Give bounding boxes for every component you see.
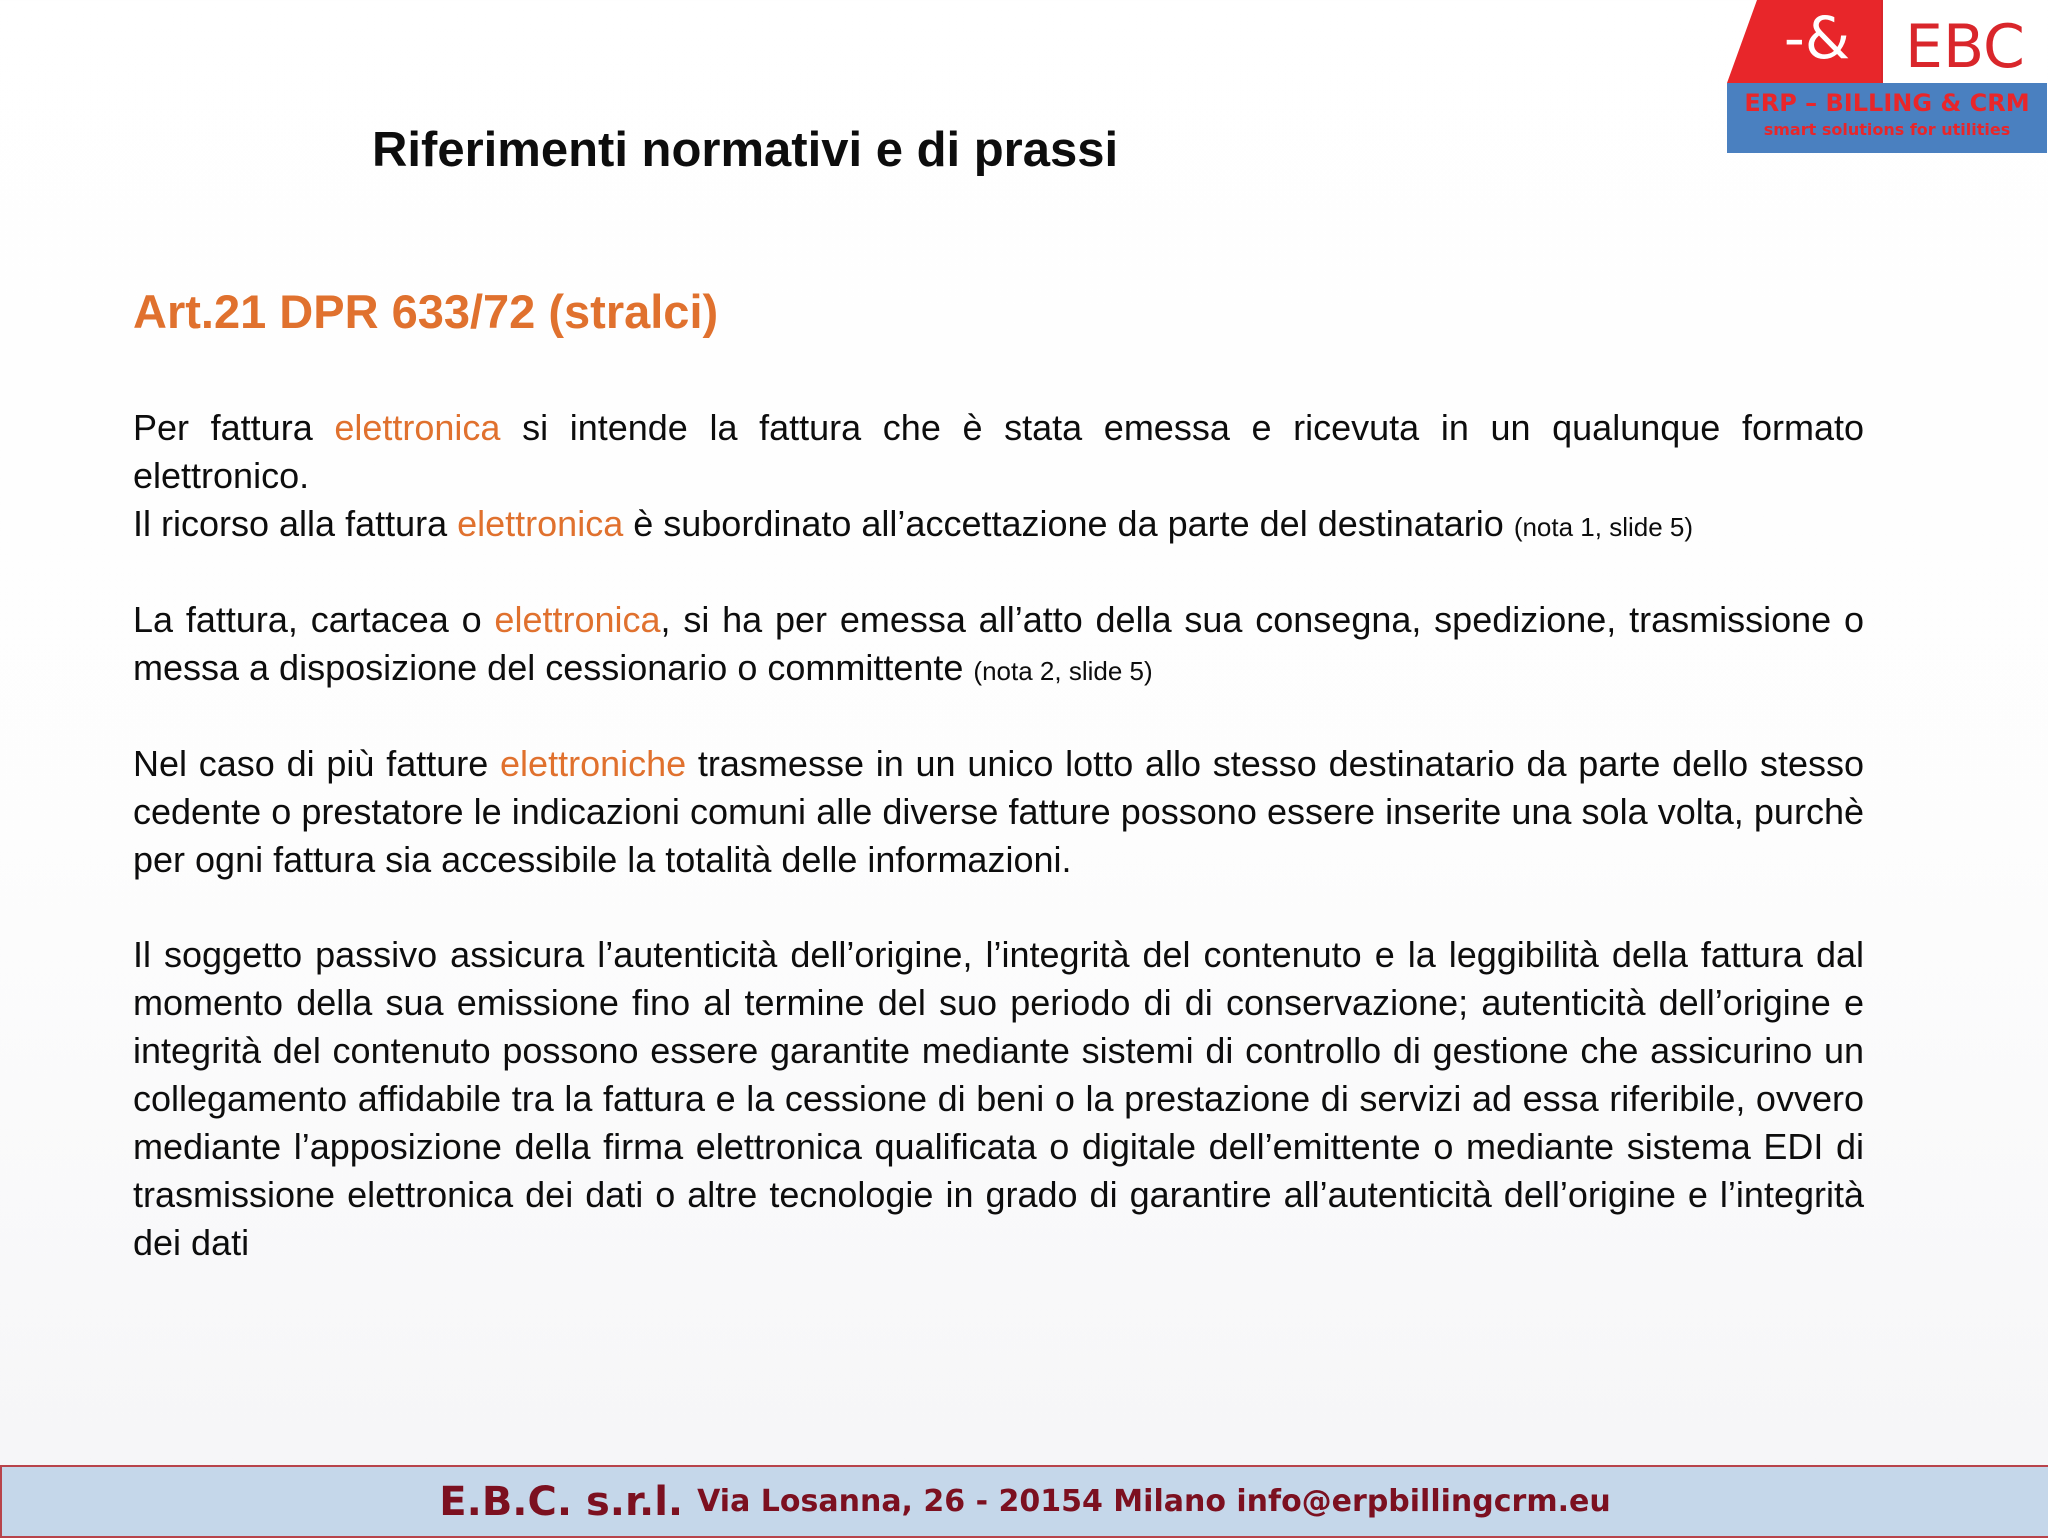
footer-address: Via Losanna, 26 - 20154 Milano info@erpbillingcrm.eu: [697, 1484, 1611, 1519]
p1-text-f: è subordinato all’accettazione da parte del destinatario: [623, 503, 1514, 544]
p1-text-c: si intende la fattura che è stata emessa e ricevuta in un qualunque formato elettronico.: [133, 407, 1864, 496]
footer-bar: [0, 1465, 2048, 1538]
paragraph-authenticity: Il soggetto passivo assicura l’autenticità dell’origine, l’integrità del contenuto e la leggibilità della fattura dal momento della sua emissione fino al termine del suo periodo di di conservazione; autenticità dell’origine e integrità del contenuto possono essere garantite mediante sistemi di controllo di gestione che assicurino un collegamento affidabile tra la fattura e la cessione di beni o la prestazione di servizi ad essa riferibile, ovvero mediante l’apposizione della firma elettronica qualificata o digitale dell’emittente o mediante sistema EDI di trasmissione elettronica dei dati o altre tecnologie in grado di garantire all’autenticità dell’origine e l’integrità dei dati: [133, 934, 1864, 1263]
p3-text-a: Nel caso di più fatture: [133, 743, 501, 784]
paragraph-definition: [133, 404, 1864, 551]
p2-text-a: La fattura, cartacea o: [133, 599, 495, 640]
ebc-logo: [1727, 0, 2047, 153]
footer-company: E.B.C. s.r.l.: [439, 1478, 684, 1525]
section-heading: Art.21 DPR 633/72 (stralci): [133, 285, 719, 338]
p1-note: (nota 1, slide 5): [1513, 512, 1694, 542]
p2-highlight: elettronica: [494, 599, 661, 640]
p2-note: (nota 2, slide 5): [973, 656, 1153, 686]
p3-text-c: trasmesse in un unico lotto allo stesso destinatario da parte dello stesso cedente o prestatore le indicazioni comuni alle diverse fatture possono essere inserite una sola volta, purchè per ogni fattura sia accessibile la totalità delle informazioni.: [133, 743, 1864, 880]
ebc-logo-graphic: [1727, 0, 2047, 153]
p1-text-a: Per fattura: [133, 407, 335, 448]
logo-subtagline: smart solutions for utilities: [1763, 120, 2011, 139]
paragraph-batch: [133, 740, 1864, 884]
logo-name: EBC: [1905, 12, 2025, 82]
p2-text-c: , si ha per emessa all’atto della sua consegna, spedizione, trasmissione o messa a disposizione del cessionario o committente: [133, 599, 1864, 688]
p1-text-d: Il ricorso alla fattura: [133, 503, 458, 544]
slide-title: Riferimenti normativi e di prassi: [372, 123, 1119, 177]
paragraph-emission: [133, 596, 1864, 695]
logo-tagline: ERP – BILLING & CRM: [1744, 89, 2030, 117]
logo-symbol: -&: [1783, 4, 1851, 72]
p1-highlight-2: elettronica: [457, 503, 624, 544]
p3-highlight: elettroniche: [500, 743, 687, 784]
p1-highlight: elettronica: [334, 407, 501, 448]
